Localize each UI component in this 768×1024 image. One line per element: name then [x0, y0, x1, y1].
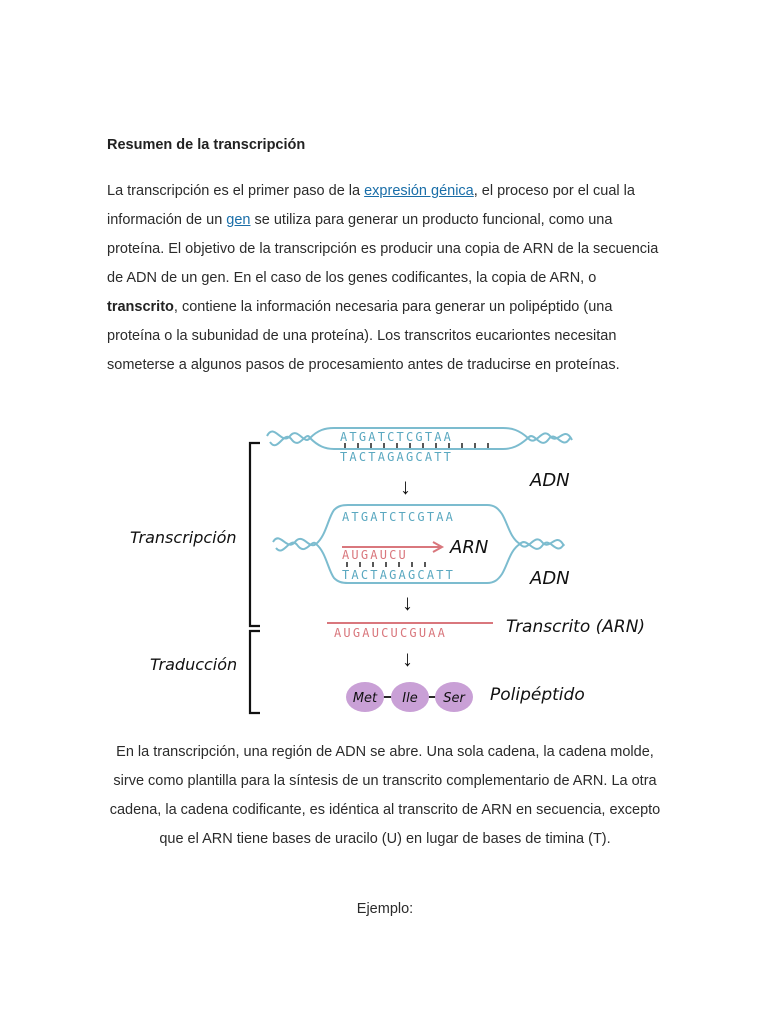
bracket-transcripcion — [250, 443, 260, 626]
dna1-bottom-sequence: TACTAGAGCATT — [340, 450, 454, 464]
transcript-sequence: AUGAUCUCGUAA — [334, 626, 448, 640]
aminoacid-met-label: Met — [352, 691, 378, 706]
label-arn: ARN — [450, 537, 489, 558]
diagram-svg — [120, 418, 660, 723]
label-adn-2: ADN — [530, 568, 570, 589]
label-polipeptido: Polipéptido — [490, 685, 585, 705]
polypeptide-chain — [346, 682, 473, 712]
intro-text-4: , contiene la información necesaria para generar un polipéptido (una proteína o la subunidad de una proteína). Los transcritos eucariontes necesitan someterse a algunos pasos de procesamiento antes de traducirse en proteínas. — [107, 299, 620, 373]
section-heading: Resumen de la transcripción — [107, 137, 306, 153]
intro-text-2: , el proceso por el cual la información de un — [107, 183, 635, 228]
rna-growing-sequence: AUGAUCU — [342, 548, 408, 562]
aminoacid-ile-label: Ile — [402, 691, 418, 706]
transcription-diagram — [120, 418, 660, 723]
label-adn-1: ADN — [530, 470, 570, 491]
dna1-top-sequence: ATGATCTCGTAA — [340, 430, 454, 444]
example-label: Ejemplo: — [356, 901, 414, 917]
dna2-base-pairs — [347, 562, 425, 567]
bracket-traduccion — [250, 631, 260, 713]
term-transcrito: transcrito — [107, 299, 174, 315]
intro-text-3: se utiliza para generar un producto funcional, como una proteína. El objetivo de la transcripción es producir una copia de ARN de la secuencia de ADN de un gen. En el caso de los genes codificantes, la copia de ARN, o — [107, 212, 659, 286]
aminoacid-ser-label: Ser — [443, 691, 465, 706]
down-arrow-1: ↓ — [400, 474, 411, 499]
label-transcrito: Transcrito (ARN) — [506, 617, 646, 637]
dna2-bottom-sequence: TACTAGAGCATT — [342, 568, 456, 582]
stage-transcripcion-label: Transcripción — [130, 528, 237, 547]
link-gen[interactable]: gen — [226, 212, 251, 228]
stage-traduccion-label: Traducción — [150, 655, 238, 674]
intro-text-1: La transcripción es el primer paso de la — [107, 183, 365, 199]
down-arrow-3: ↓ — [402, 646, 413, 671]
figure-caption: En la transcripción, una región de ADN se abre. Una sola cadena, la cadena molde, sirve como plantilla para la síntesis de un transcrito complementario de ARN. La otra cadena, la cadena codificante, es idéntica al transcrito de ARN en secuencia, excepto que el ARN tiene bases de uracilo (U) en lugar de bases de timina (T). — [109, 744, 661, 847]
intro-paragraph — [107, 177, 663, 380]
link-expresion-genica[interactable]: expresión génica — [364, 183, 474, 199]
down-arrow-2: ↓ — [402, 590, 413, 615]
dna2-top-sequence: ATGATCTCGTAA — [342, 510, 456, 524]
